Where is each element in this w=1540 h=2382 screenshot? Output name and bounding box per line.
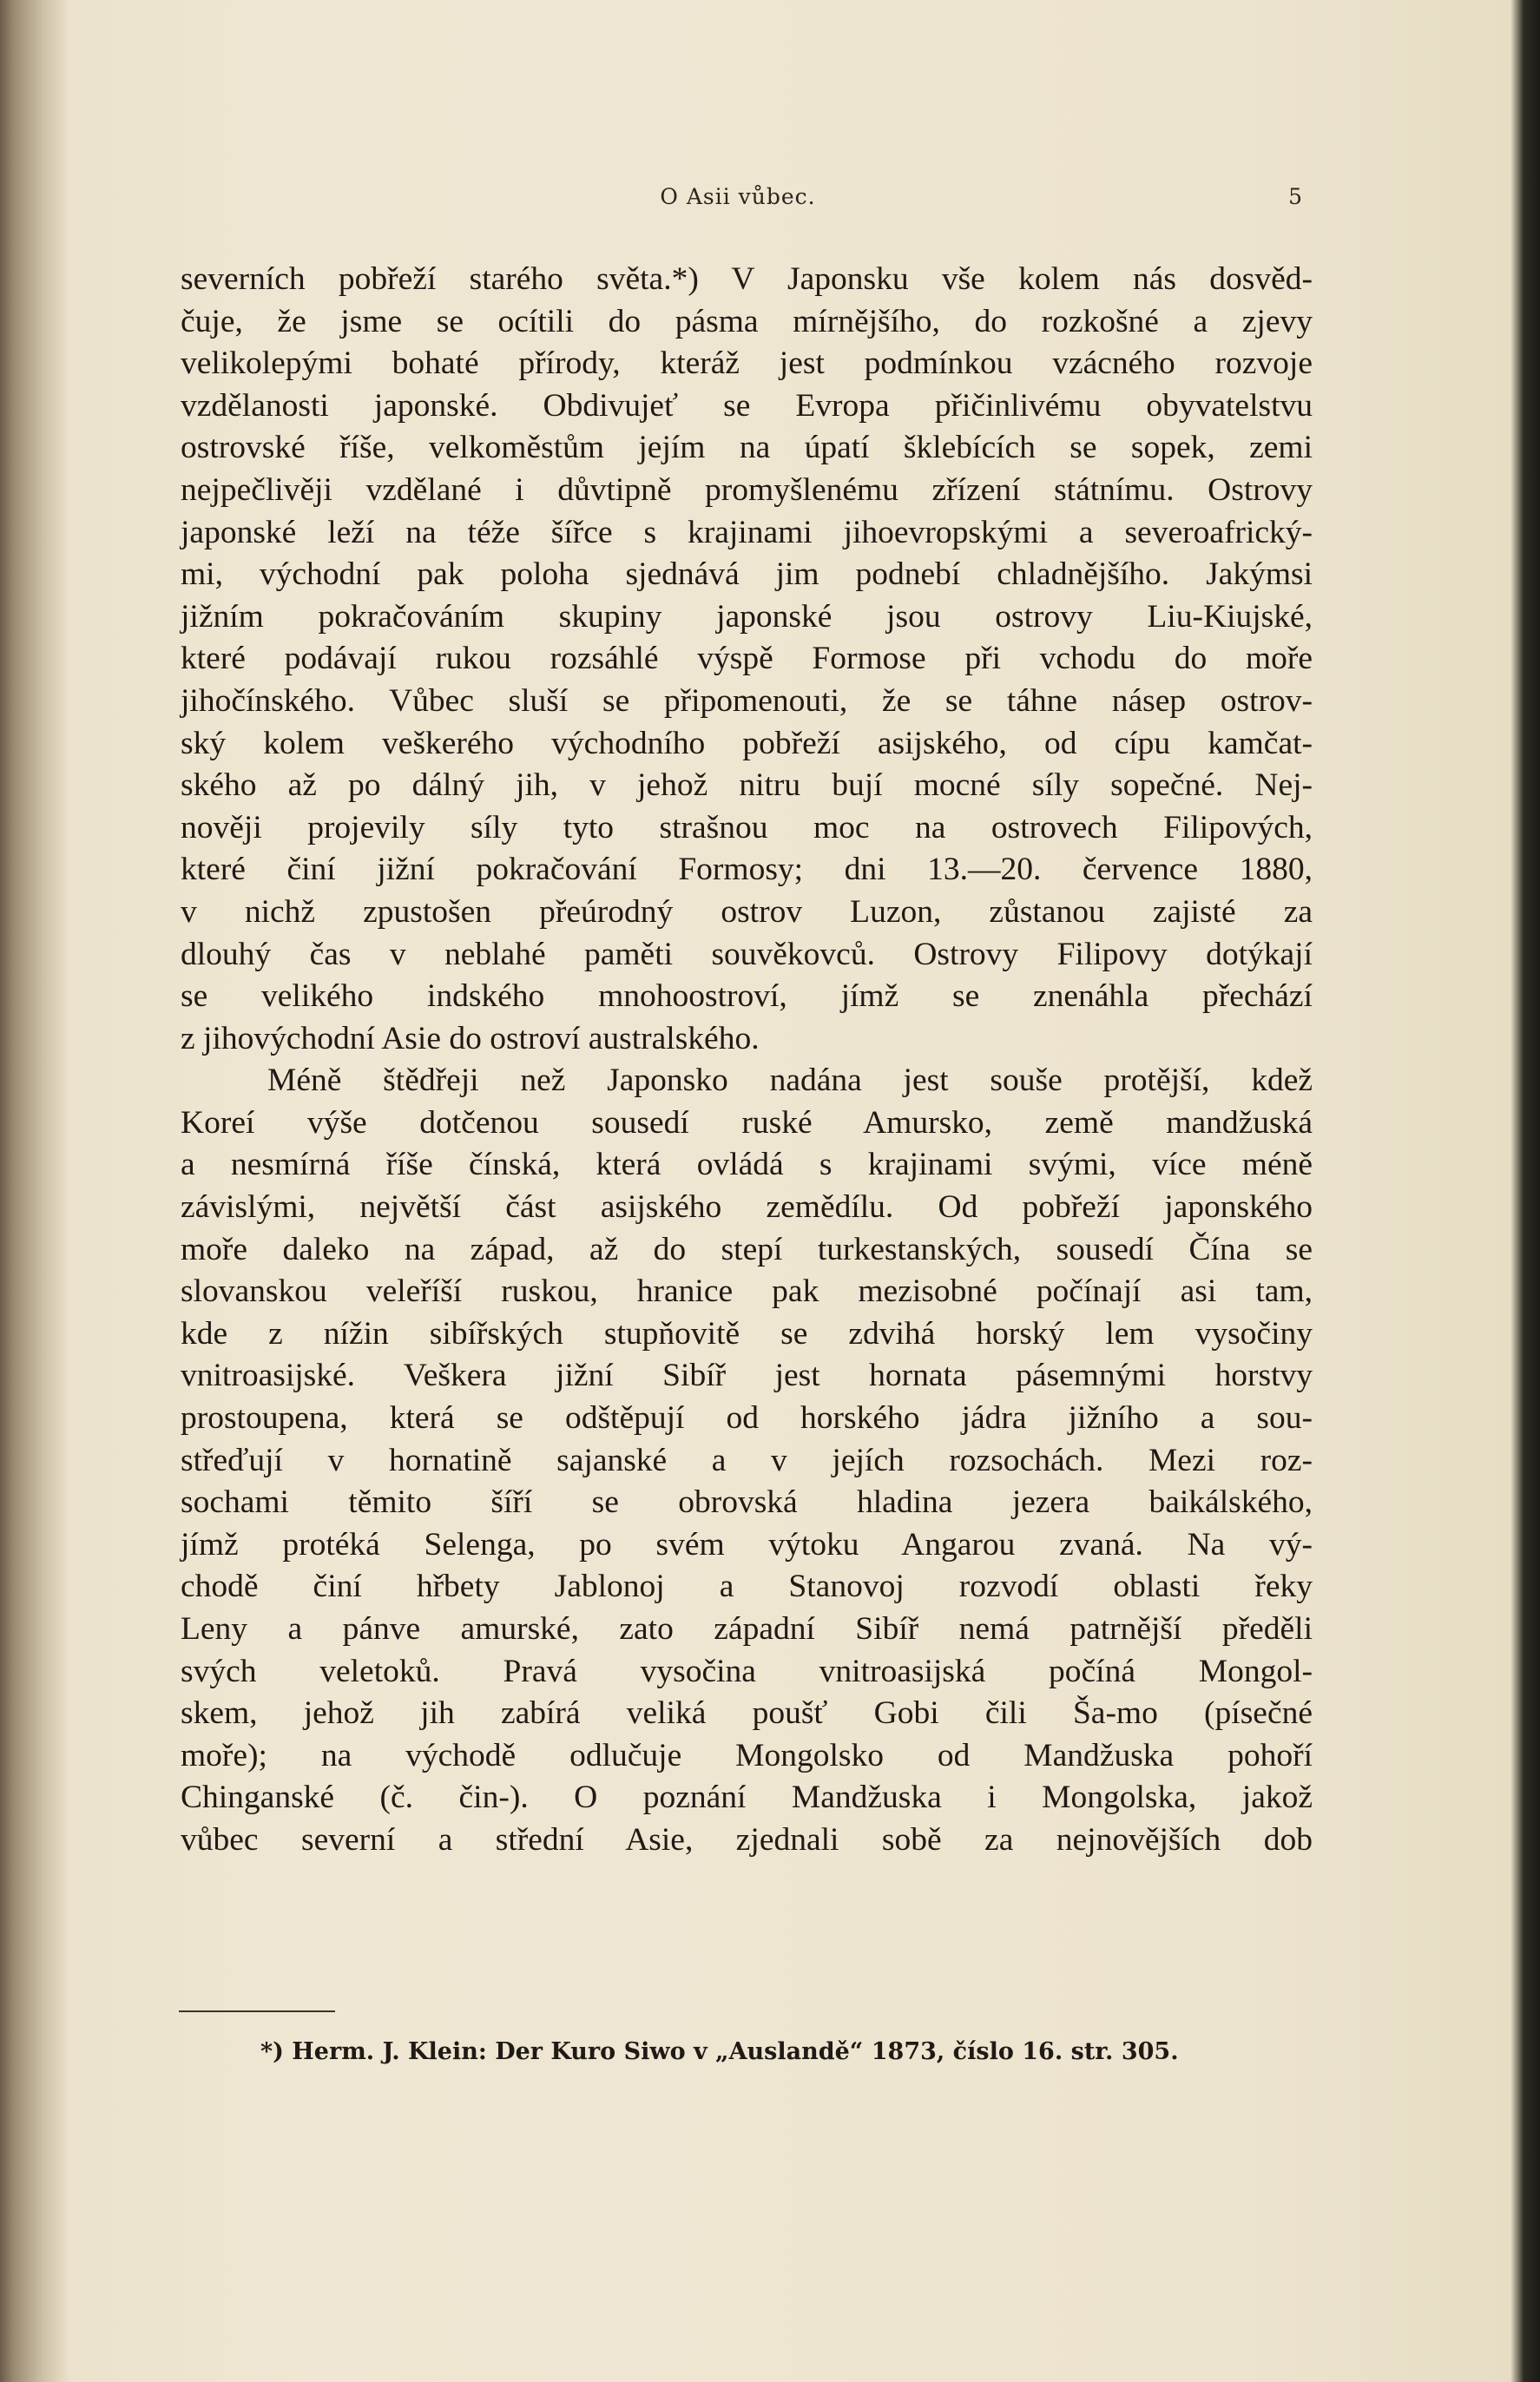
text-line: skem, jehož jih zabírá veliká poušť Gobi čili Ša-mo (písečné (181, 1695, 1313, 1732)
text-line: které podávají rukou rozsáhlé výspě Formose při vchodu do moře (181, 641, 1313, 677)
text-line: ostrovské říše, velkoměstům jejím na úpatí šklebících se sopek, zemi (181, 430, 1313, 466)
text-line: severních pobřeží starého světa.*) V Japonsku vše kolem nás dosvěd- (181, 261, 1313, 297)
text-line: moře); na východě odlučuje Mongolsko od Mandžuska pohoří (181, 1737, 1313, 1773)
text-line: japonské leží na téže šířce s krajinami jihoevropskými a severoafrický- (181, 514, 1313, 550)
text-line: vůbec severní a střední Asie, zjednali sobě za nejnovějších dob (181, 1821, 1313, 1858)
text-line: Chinganské (č. čin-). O poznání Mandžuska i Mongolska, jakož (181, 1780, 1313, 1816)
text-line: jihočínského. Vůbec sluší se připomenouti, že se táhne násep ostrov- (181, 682, 1313, 719)
text-line: svých veletoků. Pravá vysočina vnitroasijská počíná Mongol- (181, 1653, 1313, 1689)
text-line: se velikého indského mnohoostroví, jímž se znenáhla přechází (181, 978, 1313, 1015)
footnote-rule (179, 2010, 335, 2012)
text-line: mi, východní pak poloha sjednává jim podnebí chladnějšího. Jakýmsi (181, 556, 1313, 593)
text-line: velikolepými bohaté přírody, kteráž jest podmínkou vzácného rozvoje (181, 345, 1313, 382)
running-title: O Asii vůbec. (660, 184, 816, 209)
text-line: v nichž zpustošen přeúrodný ostrov Luzon, zůstanou zajisté za (181, 893, 1313, 930)
text-line: jímž protéká Selenga, po svém výtoku Angarou zvaná. Na vý- (181, 1526, 1313, 1563)
page-edge-shadow (1510, 0, 1540, 2382)
text-line: závislými, největší část asijského zemědílu. Od pobřeží japonského (181, 1189, 1313, 1226)
text-line: vzdělanosti japonské. Obdivujeť se Evropa přičinlivému obyvatelstvu (181, 387, 1313, 424)
text-line: ského až po dálný jih, v jehož nitru bují mocné síly sopečné. Nej- (181, 767, 1313, 804)
text-line: ský kolem veškerého východního pobřeží asijského, od cípu kamčat- (181, 725, 1313, 761)
binding-shadow (0, 0, 69, 2382)
paragraph-first-line: Méně štědřeji než Japonsko nadána jest souše protější, kdež (267, 1063, 1313, 1099)
text-line: nejpečlivěji vzdělané i důvtipně promyšlenému zřízení státnímu. Ostrovy (181, 471, 1313, 508)
paragraph-last-line: z jihovýchodní Asie do ostroví australského. (181, 1020, 760, 1056)
body-text (181, 259, 1313, 1862)
page-number: 5 (1288, 184, 1302, 209)
text-line: vnitroasijské. Veškera jižní Sibíř jest hornata pásemnými horstvy (181, 1358, 1313, 1394)
text-line: slovanskou veleříší ruskou, hranice pak mezisobné počínají asi tam, (181, 1273, 1313, 1310)
text-line: a nesmírná říše čínská, která ovládá s krajinami svými, více méně (181, 1147, 1313, 1183)
text-line: čuje, že jsme se ocítili do pásma mírnějšího, do rozkošné a zjevy (181, 303, 1313, 339)
text-line: chodě činí hřbety Jablonoj a Stanovoj rozvodí oblasti řeky (181, 1569, 1313, 1605)
text-line: Koreí výše dotčenou sousedí ruské Amursko, země mandžuská (181, 1104, 1313, 1141)
text-line: které činí jižní pokračování Formosy; dni 13.—20. července 1880, (181, 852, 1313, 888)
footnote: *) Herm. J. Klein: Der Kuro Siwo v „Auslandě“ 1873, číslo 16. str. 305. (260, 2038, 1179, 2065)
text-line: moře daleko na západ, až do stepí turkestanských, sousedí Čína se (181, 1231, 1313, 1267)
text-line: dlouhý čas v neblahé paměti souvěkovců. Ostrovy Filipovy dotýkají (181, 936, 1313, 972)
text-line: jižním pokračováním skupiny japonské jsou ostrovy Liu-Kiujské, (181, 598, 1313, 635)
text-line: kde z nížin sibířských stupňovitě se zdvihá horský lem vysočiny (181, 1315, 1313, 1352)
text-line: Leny a pánve amurské, zato západní Sibíř nemá patrnější předěli (181, 1611, 1313, 1647)
text-line: střeďují v hornatině sajanské a v jejích rozsochách. Mezi roz- (181, 1442, 1313, 1478)
text-line: prostoupena, která se odštěpují od horského jádra jižního a sou- (181, 1400, 1313, 1437)
text-line: nověji projevily síly tyto strašnou moc na ostrovech Filipových, (181, 809, 1313, 846)
text-line: sochami těmito šíří se obrovská hladina jezera baikálského, (181, 1484, 1313, 1521)
